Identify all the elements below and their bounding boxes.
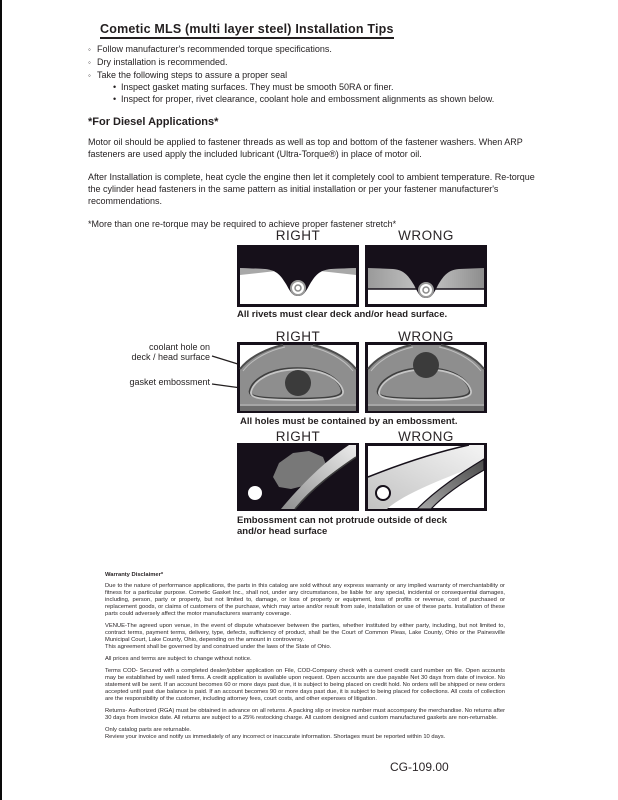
legal-paragraph: Only catalog parts are returnable.	[105, 727, 192, 733]
legal-paragraph: All prices and terms are subject to change without notice.	[105, 656, 252, 662]
list-item	[88, 69, 494, 82]
list-item-text: Take the following steps to assure a proper seal	[97, 70, 288, 80]
legal-paragraph: Returns- Authorized (RGA) must be obtained in advance on all returns. A packing slip or invoice number must accompany the merchandise. No returns after 30 days from invoice date. All returns are subject to a 25% restocking charge. All custom designed and custom manufactured gaskets are non-returnable.	[105, 708, 505, 721]
rivet-diagram-right-panel	[237, 245, 359, 312]
row1-right-label: RIGHT	[275, 228, 321, 243]
row1-wrong-label: WRONG	[398, 228, 454, 243]
diesel-paragraph: Motor oil should be applied to fastener threads as well as top and bottom of the fastener washers. When ARP fasteners are used apply the included lubricant (Ultra-Torque®) in place of motor oil.	[88, 137, 523, 159]
row2-caption: All holes must be contained by an embossment.	[240, 416, 458, 427]
row1-caption: All rivets must clear deck and/or head surface.	[237, 309, 448, 320]
document-number: CG-109.00	[390, 760, 449, 774]
list-item-text: Dry installation is recommended.	[97, 57, 228, 67]
list-item	[88, 56, 494, 69]
list-item-text: Inspect gasket mating surfaces. They must be smooth 50RA or finer.	[121, 82, 394, 92]
circle-bullet-icon: ◦	[88, 58, 91, 67]
list-sub-item	[113, 94, 494, 106]
embossment-wrong-art	[365, 342, 487, 413]
row3-wrong-label: WRONG	[398, 429, 454, 444]
row3-caption: Embossment can not protrude outside of deck and/or head surface	[237, 515, 448, 537]
legal-paragraph: Terms COD- Secured with a completed dealer/jobber application on File, COD-Company check with a current credit card number on file. Open accounts may be established by well rated firms. A credit application is available upon request. Open accounts are due payable Net 30 days from date of invoice. No statement will be sent. If an account becomes 60 or more days past due, it is subject to being placed on credit hold. No orders will be shipped or new orders accepted until past due balance is paid. If an account becomes 90 or more days past due, it is subject to being placed for collections. All costs of collection are the responsibility of the customer, including attorney fees, court costs, and other expenses of litigation.	[105, 668, 505, 702]
warranty-heading: Warranty Disclaimer*	[105, 572, 164, 578]
diesel-note: *More than one re-torque may be required to achieve proper fastener stretch*	[88, 219, 397, 229]
dot-bullet-icon: •	[113, 93, 117, 104]
row3-right-label: RIGHT	[275, 429, 321, 444]
gasket-embossment-label: gasket embossment	[129, 377, 210, 387]
page-title: Cometic MLS (multi layer steel) Installation Tips	[100, 22, 394, 39]
row2-wrong-label: WRONG	[398, 329, 454, 344]
diesel-heading: *For Diesel Applications*	[88, 116, 219, 128]
circle-bullet-icon: ◦	[88, 71, 91, 80]
coolant-hole-label: coolant hole on deck / head surface	[131, 342, 210, 362]
warranty-disclaimer-section	[105, 572, 505, 746]
deck-edge-diagram-right-panel	[237, 443, 359, 516]
dot-bullet-icon: •	[113, 82, 117, 92]
bolt-hole-icon	[248, 486, 262, 500]
legal-paragraph: Review your invoice and notify us immediately of any incorrect or inaccurate information. Shortages must be reported within 10 days.	[105, 734, 446, 740]
rivet-diagram-wrong-panel	[365, 245, 487, 312]
circle-bullet-icon: ◦	[88, 45, 91, 54]
bolt-hole-icon	[376, 486, 390, 500]
legal-paragraph: Due to the nature of performance applications, the parts in this catalog are sold without any express warranty or any implied warranty of merchantability or fitness for a particular purpose. Cometic Gasket Inc., shall not, under any circumstances, be liable for any special, incidental or consequential damages, including, person, party or property, but not limited to, damage, or loss of property or equipment, loss of profits or revenue, cost of purchased or replacement goods, or claims of customers of the purchase, which may arise and/or result from sale, installation or use of these parts. Installation of these parts could adversely affect the motor manufacturers warranty coverage.	[105, 583, 505, 617]
legal-paragraph: VENUE-The agreed upon venue, in the event of dispute whatsoever between the parties, whether instituted by either party, including, but not limited to, contract terms, payment terms, delivery, type, defects, sufficiency of product, shall be the Court of Common Pleas, Lake County, Ohio or the Painesville Municipal Court, Lake County, Ohio, depending on the amount in controversy.	[105, 623, 505, 643]
installation-tips-list	[88, 43, 494, 105]
rivet-right-art	[237, 245, 359, 307]
page-left-edge-line	[0, 0, 2, 800]
coolant-hole-icon	[285, 370, 311, 396]
deck-edge-diagram-wrong-panel	[365, 443, 487, 516]
list-sub-item	[113, 82, 494, 94]
row2-right-label: RIGHT	[275, 329, 321, 344]
legal-paragraph: This agreement shall be governed by and construed under the laws of the State of Ohio.	[105, 644, 332, 650]
deck-edge-right-art	[237, 443, 359, 511]
diesel-applications-section	[88, 116, 536, 241]
diesel-paragraph: After Installation is complete, heat cycle the engine then let it completely cool to ambient temperature. Re-torque the cylinder head fasteners in the same pattern as initial installation or per your fastener manufacturer's recommendations.	[88, 172, 535, 206]
rivet-wrong-art	[365, 245, 487, 307]
coolant-hole-icon	[413, 352, 439, 378]
embossment-right-art	[237, 342, 359, 413]
list-item-text: Follow manufacturer's recommended torque specifications.	[97, 44, 332, 54]
deck-edge-wrong-art	[365, 443, 487, 511]
embossment-diagram-wrong-panel	[365, 342, 487, 418]
list-item-text: Inspect for proper, rivet clearance, coolant hole and embossment alignments as shown below.	[121, 93, 495, 104]
list-item	[88, 43, 494, 56]
embossment-diagram-right-panel	[237, 342, 359, 418]
